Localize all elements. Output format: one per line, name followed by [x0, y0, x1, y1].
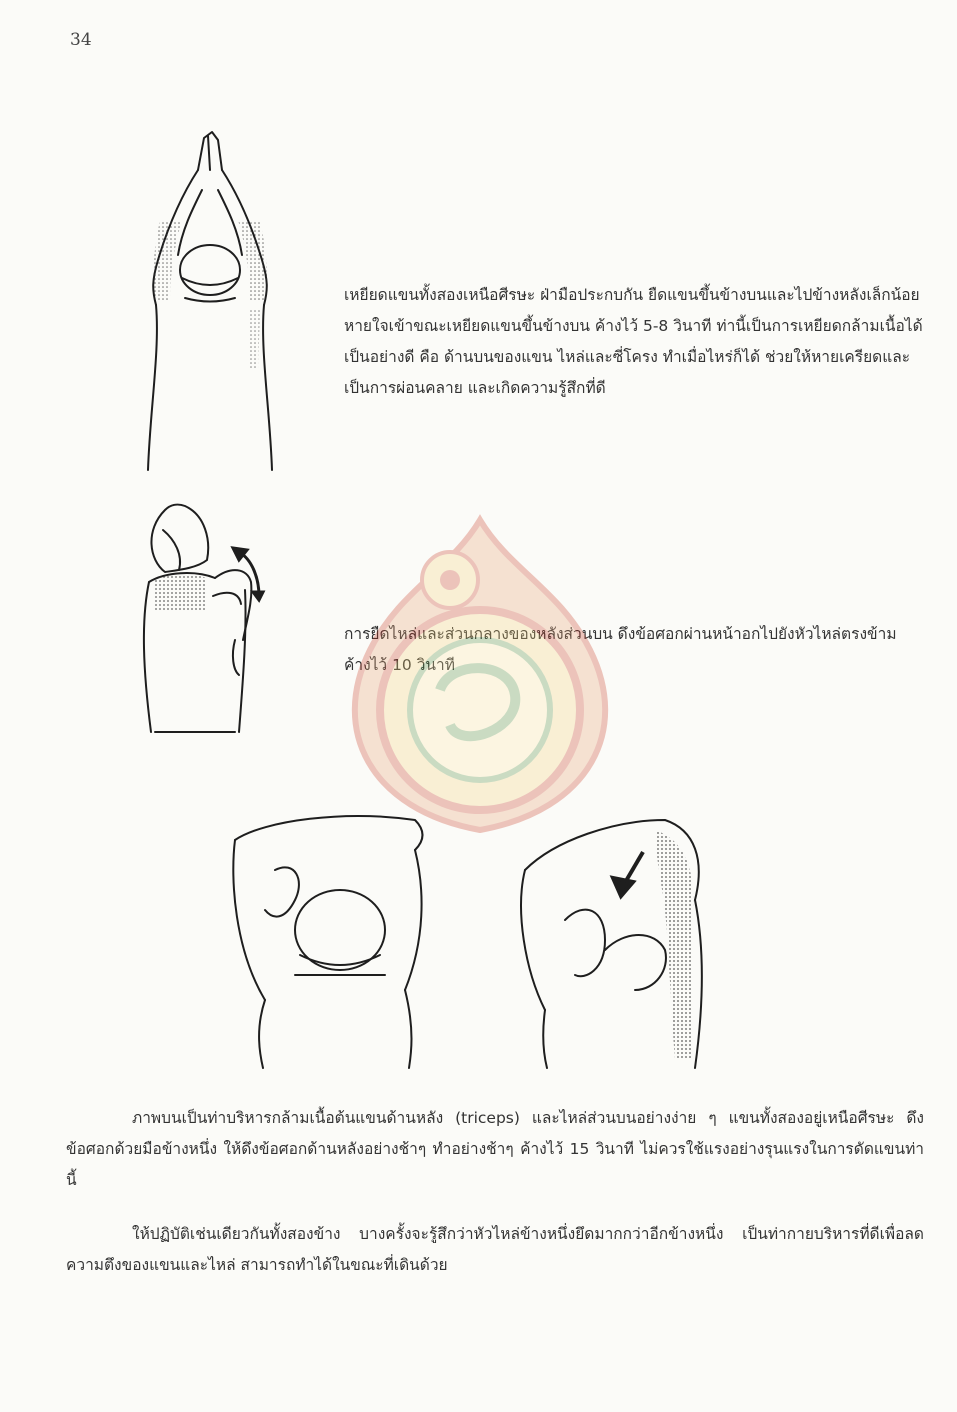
overhead-stretch-illustration — [130, 130, 300, 480]
triceps-stretch-illustration — [225, 800, 725, 1070]
page-number: 34 — [70, 30, 92, 50]
triceps-stretch-description: ภาพบนเป็นท่าบริหารกล้ามเนื้อต้นแขนด้านหลัง (triceps) และไหล่ส่วนบนอย่างง่าย ๆ แขนทั้งสองอยู่เหนือศีรษะ ดึงข้อศอกด้วยมือข้างหนึ่ง ให้ดึงข้อศอกด้านหลังอย่างช้าๆ ทำอย่างช้าๆ ค้างไว้ 15 วินาที ไม่ควรใช้แรงอย่างรุนแรงในการดัดแขนท่านี้ — [66, 1109, 924, 1189]
overhead-stretch-description: เหยียดแขนทั้งสองเหนือศีรษะ ฝ่ามือประกบกัน ยืดแขนขึ้นข้างบนและไปข้างหลังเล็กน้อย หายใจเข้าขณะเหยียดแขนขึ้นข้างบน ค้างไว้ 5-8 วินาที ท่านี้เป็นการเหยียดกล้ามเนื้อได้เป็นอย่างดี คือ ด้านบนของแขน ไหล่และซี่โครง ทำเมื่อไหร่ก็ได้ ช่วยให้หายเครียดและเป็นการผ่อนคลาย และเกิดความรู้สึกที่ดี — [344, 286, 923, 397]
shoulder-stretch-description: การยืดไหล่และส่วนกลางของหลังส่วนบน ดึงข้อศอกผ่านหน้าอกไปยังหัวไหล่ตรงข้าม ค้างไว้ 10 วินาที — [344, 625, 897, 674]
shoulder-stretch-illustration — [135, 500, 285, 740]
both-sides-note: ให้ปฏิบัติเช่นเดียวกันทั้งสองข้าง บางครั้งจะรู้สึกว่าหัวไหล่ข้างหนึ่งยึดมากกว่าอีกข้างหนึ่ง เป็นท่ากายบริหารที่ดีเพื่อลดความตึงของแขนและไหล่ สามารถทำได้ในขณะที่เดินด้วย — [66, 1225, 924, 1274]
